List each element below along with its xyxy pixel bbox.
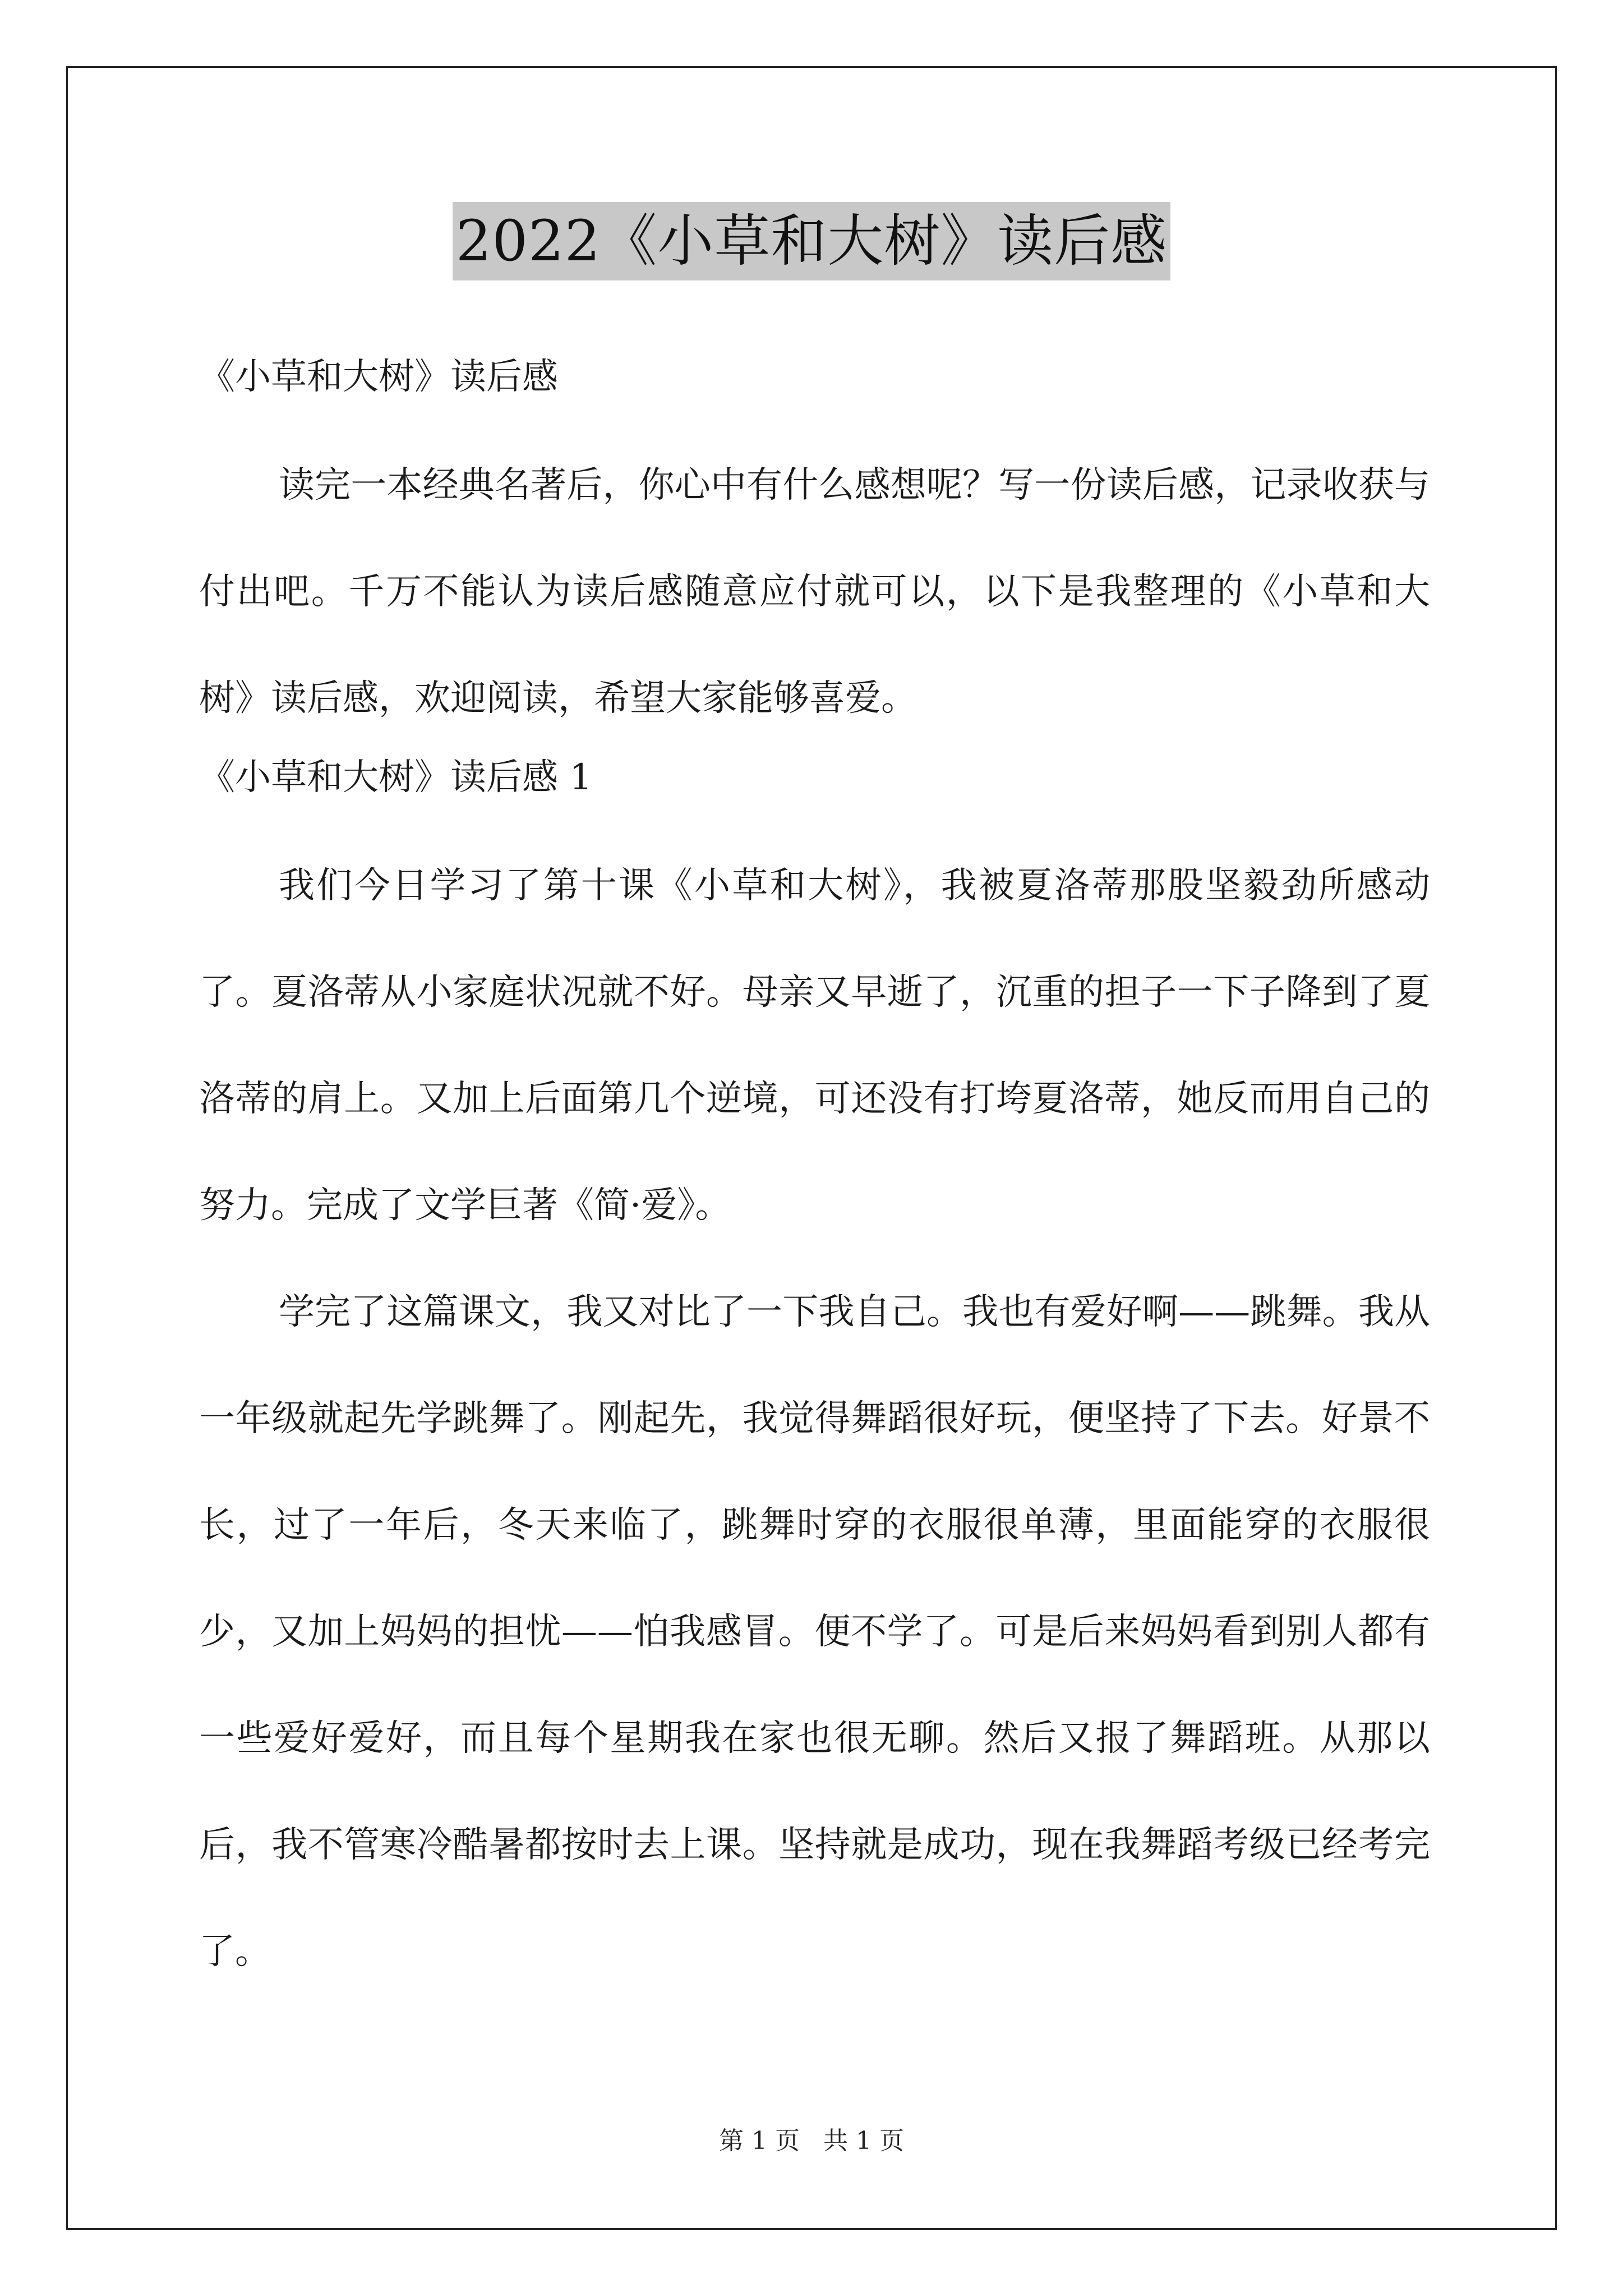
body-paragraph: 读完一本经典名著后，你心中有什么感想呢？写一份读后感，记录收获与付出吧。千万不能认为读后感随意应付就可以，以下是我整理的《小草和大树》读后感，欢迎阅读，希望大家能够喜爱。 xyxy=(199,464,1430,719)
document-body xyxy=(199,343,1430,2005)
body-paragraph: 我们今日学习了第十课《小草和大树》，我被夏洛蒂那股坚毅劲所感动了。夏洛蒂从小家庭状况就不好。母亲又早逝了，沉重的担子一下子降到了夏洛蒂的肩上。又加上后面第几个逆境，可还没有打垮夏洛蒂，她反而用自己的努力。完成了文学巨著《简·爱》。 xyxy=(199,865,1430,1226)
page-footer: 第 1 页 共 1 页 xyxy=(719,2127,904,2155)
document-title: 2022《小草和大树》读后感 xyxy=(453,202,1171,280)
title-container xyxy=(0,202,1623,280)
section-heading: 《小草和大树》读后感 xyxy=(199,356,558,398)
section-heading: 《小草和大树》读后感 1 xyxy=(199,757,593,798)
body-paragraph: 学完了这篇课文，我又对比了一下我自己。我也有爱好啊——跳舞。我从一年级就起先学跳舞了。刚起先，我觉得舞蹈很好玩，便坚持了下去。好景不长，过了一年后，冬天来临了，跳舞时穿的衣服很单薄，里面能穿的衣服很少，又加上妈妈的担忧——怕我感冒。便不学了。可是后来妈妈看到别人都有一些爱好爱好，而且每个星期我在家也很无聊。然后又报了舞蹈班。从那以后，我不管寒冷酷暑都按时去上课。坚持就是成功，现在我舞蹈考级已经考完了。 xyxy=(199,1291,1430,1972)
